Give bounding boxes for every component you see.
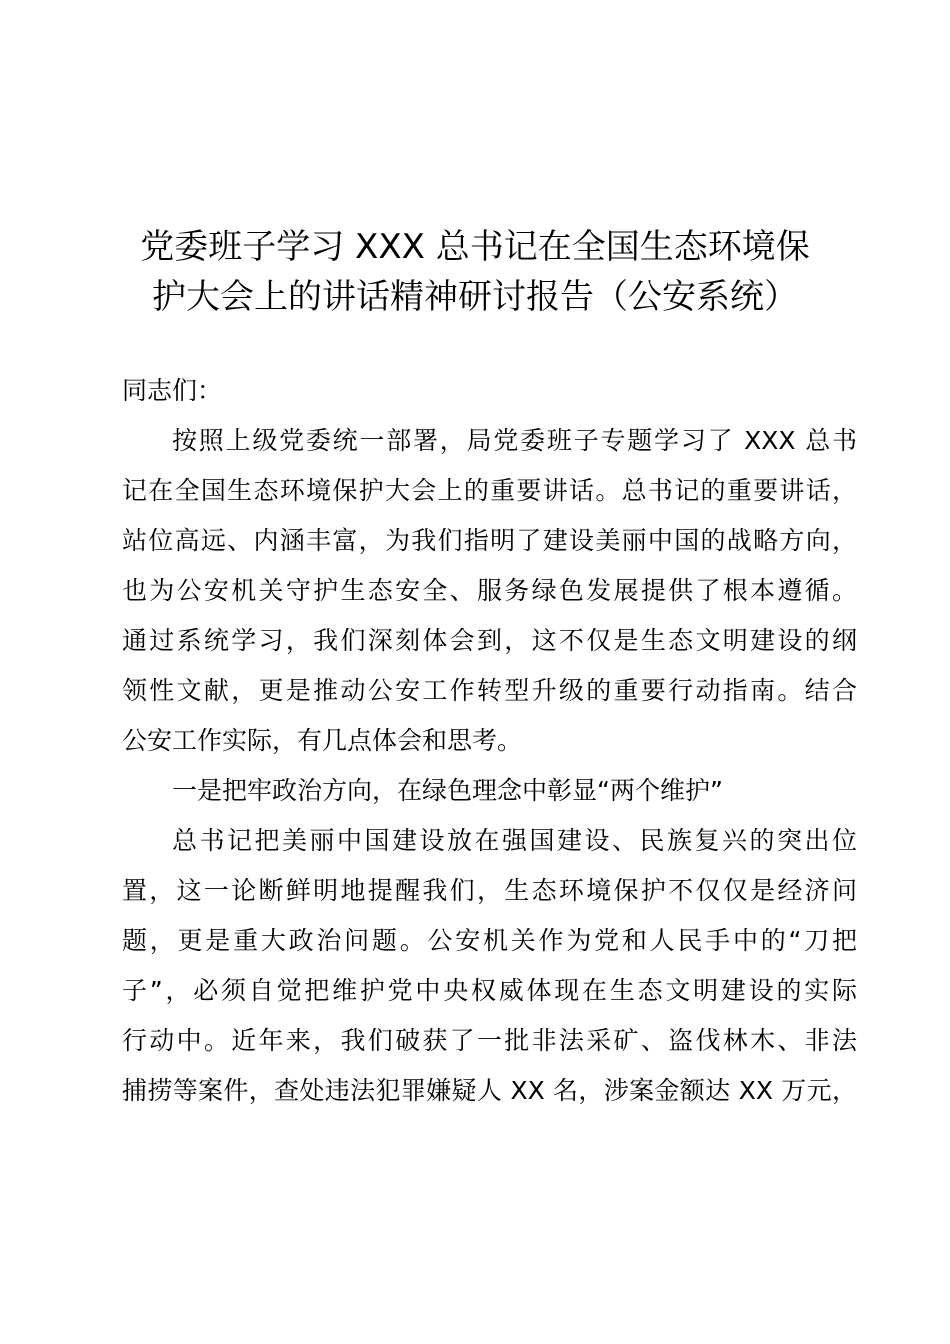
paragraph-1-line-3: 站位高远、内涵丰富，为我们指明了建设美丽中国的战略方向， — [122, 526, 857, 555]
paragraph-1-line-7: 公安工作实际，有几点体会和思考。 — [122, 726, 523, 755]
salutation: 同志们： — [122, 376, 223, 405]
paragraph-2-line-1: 总书记把美丽中国建设放在强国建设、民族复兴的突出位 — [172, 826, 857, 855]
paragraph-2-line-6: 捕捞等案件，查处违法犯罪嫌疑人 XX 名，涉案金额达 XX 万元， — [122, 1076, 857, 1105]
title-line-2: 护大会上的讲话精神研讨报告（公安系统） — [152, 277, 798, 317]
paragraph-1-line-5: 通过系统学习，我们深刻体会到，这不仅是生态文明建设的纲 — [122, 626, 857, 655]
document-title — [110, 222, 840, 322]
title-line-1: 党委班子学习 XXX 总书记在全国生态环境保 — [140, 227, 810, 267]
paragraph-1-line-2: 记在全国生态环境保护大会上的重要讲话。总书记的重要讲话， — [122, 476, 857, 505]
section-heading-1: 一是把牢政治方向，在绿色理念中彰显“两个维护” — [172, 776, 723, 805]
paragraph-2-line-3: 题，更是重大政治问题。公安机关作为党和人民手中的“刀把 — [122, 926, 857, 955]
paragraph-2-line-2: 置，这一论断鲜明地提醒我们，生态环境保护不仅仅是经济问 — [122, 876, 857, 905]
paragraph-2-line-5: 行动中。近年来，我们破获了一批非法采矿、盗伐林木、非法 — [122, 1026, 857, 1055]
document-body — [122, 366, 857, 1116]
paragraph-1-line-6: 领性文献，更是推动公安工作转型升级的重要行动指南。结合 — [122, 676, 857, 705]
paragraph-1-line-4: 也为公安机关守护生态安全、服务绿色发展提供了根本遵循。 — [122, 576, 857, 605]
paragraph-2-line-4: 子”，必须自觉把维护党中央权威体现在生态文明建设的实际 — [122, 976, 857, 1005]
paragraph-1-line-1: 按照上级党委统一部署，局党委班子专题学习了 XXX 总书 — [172, 426, 857, 455]
